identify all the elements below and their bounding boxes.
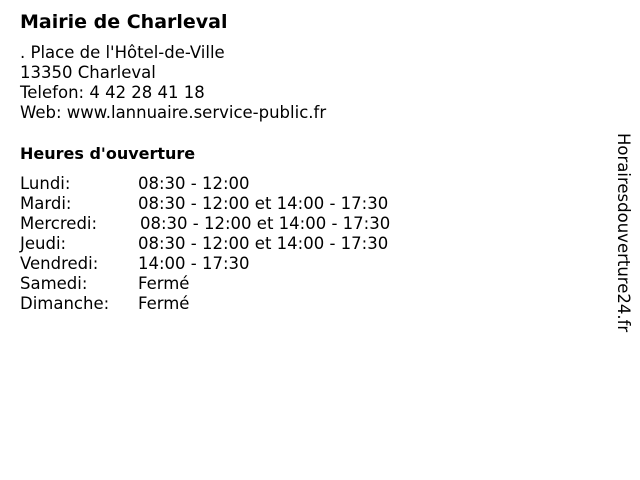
- postal-city: 13350 Charleval: [20, 63, 156, 82]
- day-label: Samedi:: [20, 274, 88, 293]
- street-address: . Place de l'Hôtel-de-Ville: [20, 43, 225, 62]
- time-value: 08:30 - 12:00 et 14:00 - 17:30: [140, 214, 391, 233]
- hours-row-sunday: [20, 294, 390, 314]
- day-label: Vendredi:: [20, 254, 99, 273]
- day-label: Dimanche:: [20, 294, 110, 313]
- time-value: 08:30 - 12:00 et 14:00 - 17:30: [138, 234, 389, 253]
- day-label: Mardi:: [20, 194, 72, 213]
- hours-row-friday: [20, 254, 390, 274]
- hours-row-saturday: [20, 274, 390, 294]
- time-value: Fermé: [138, 294, 190, 313]
- page-title: Mairie de Charleval: [20, 11, 228, 33]
- site-watermark: [611, 133, 635, 345]
- hours-row-tuesday: [20, 194, 390, 214]
- website-link[interactable]: Web: www.lannuaire.service-public.fr: [20, 103, 327, 122]
- hours-row-wednesday: [20, 214, 390, 234]
- hours-row-thursday: [20, 234, 390, 254]
- day-label: Lundi:: [20, 174, 71, 193]
- day-label: Mercredi:: [20, 214, 98, 233]
- hours-row-monday: [20, 174, 390, 194]
- time-value: Fermé: [138, 274, 190, 293]
- opening-hours-list: [20, 174, 390, 314]
- phone-number: Telefon: 4 42 28 41 18: [20, 83, 205, 102]
- time-value: 08:30 - 12:00: [138, 174, 250, 193]
- time-value: 14:00 - 17:30: [138, 254, 250, 273]
- day-label: Jeudi:: [20, 234, 67, 253]
- hours-heading: Heures d'ouverture: [20, 144, 196, 163]
- watermark-text: Horairesdouverture24.fr: [614, 133, 633, 333]
- address-block: [20, 43, 326, 123]
- time-value: 08:30 - 12:00 et 14:00 - 17:30: [138, 194, 389, 213]
